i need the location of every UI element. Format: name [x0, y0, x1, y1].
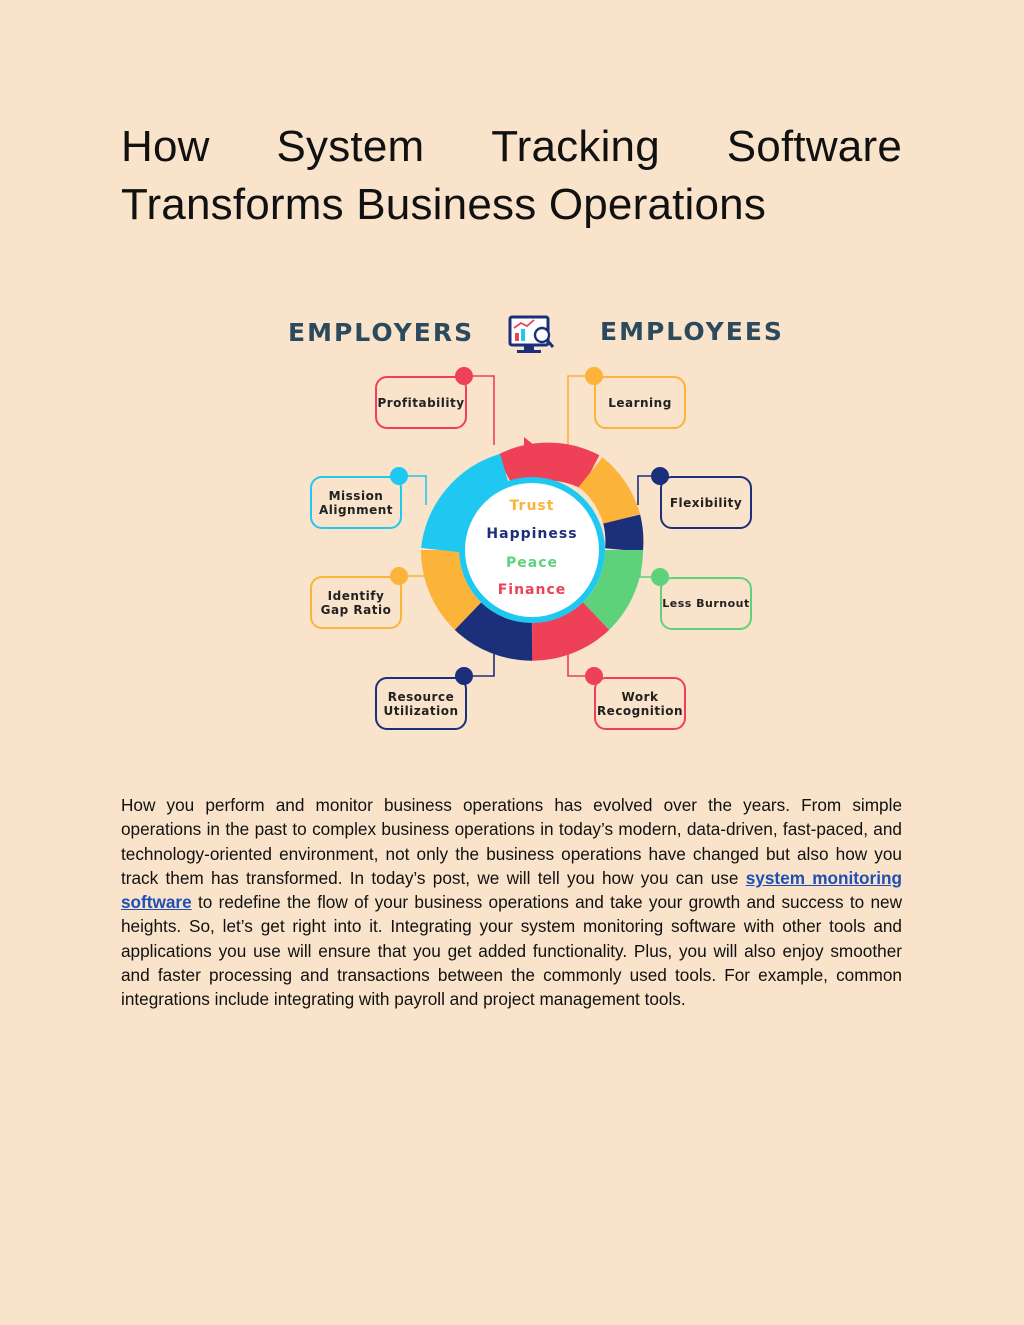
mission-alignment-label: Mission Alignment [318, 488, 394, 517]
title-word: Software [726, 122, 902, 171]
title-line-2: Transforms Business Operations [121, 180, 767, 229]
resource-utilization-box [375, 677, 467, 730]
employers-heading: EMPLOYERS [288, 318, 475, 347]
title-word: How [121, 122, 210, 171]
work-recognition-box [594, 677, 686, 730]
less-burnout-label: Less Burnout [662, 596, 750, 610]
flexibility-box [660, 476, 752, 529]
less-burnout-box [660, 577, 752, 630]
center-word-happiness: Happiness [486, 526, 578, 542]
identify-gap-ratio-label: Identify Gap Ratio [320, 588, 392, 617]
identify-gap-ratio-box [310, 576, 402, 629]
ring-segment-navy [622, 519, 625, 550]
employees-heading: EMPLOYEES [600, 317, 784, 346]
resource-utilization-label: Resource Utilization [383, 689, 459, 718]
mission-alignment-box [310, 476, 402, 529]
flexibility-label: Flexibility [669, 495, 743, 510]
employers-employees-infographic [280, 300, 800, 750]
profitability-label: Profitability [377, 395, 465, 410]
title-word: Tracking [491, 122, 660, 171]
connector-line [568, 376, 594, 445]
system-monitoring-software-link[interactable]: system monitoring software [121, 867, 902, 913]
title-word: System [276, 122, 425, 171]
ring-segment-red [505, 462, 590, 472]
center-word-trust: Trust [509, 498, 555, 514]
center-word-peace: Peace [506, 555, 558, 571]
page-title [121, 118, 902, 234]
profitability-box [375, 376, 467, 429]
monitor-analytics-icon [510, 317, 553, 353]
learning-box [594, 376, 686, 429]
title-line-1 [121, 118, 902, 176]
center-word-finance: Finance [497, 582, 567, 598]
body-paragraph: How you perform and monitor business operations has evolved over the years. From simple operations in the past to complex business operations in today’s modern, data-driven, fast-paced, and technology-oriented environment, not only the business operations have changed but also how you track them has transformed. In today’s post, we will tell you how you can use system monitoring software to redefine the flow of your business operations and take your growth and success to new heights. So, let’s get right into it. Integrating your system monitoring software with other tools and applications you use will ensure that you get added functionality. Plus, you will also enjoy smoother and faster processing and transactions between the commonly used tools. For example, common integrations include integrating with payroll and project management tools. [121, 795, 902, 1010]
work-recognition-label: Work Recognition [596, 689, 684, 718]
learning-label: Learning [608, 395, 672, 410]
connector-line [464, 376, 494, 445]
